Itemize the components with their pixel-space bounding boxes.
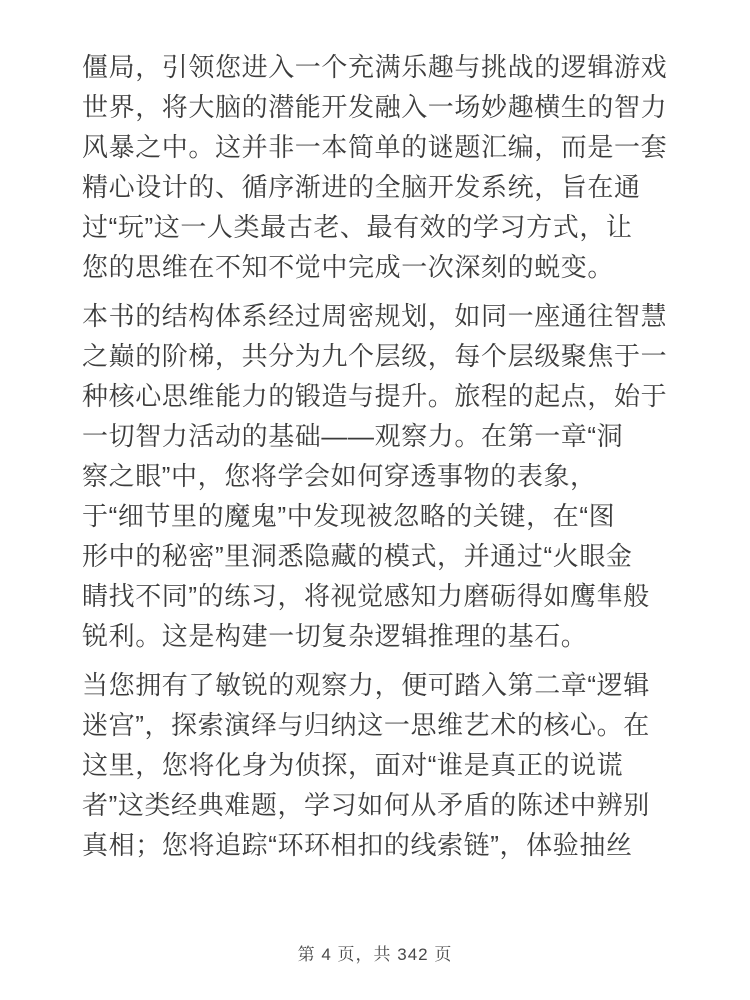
page-number-text: 第 4 页，共 342 页	[297, 945, 453, 964]
paragraph	[82, 296, 672, 656]
text-line: 这里，您将化身为侦探，面对“谁是真正的说谎	[82, 750, 624, 780]
page-content	[82, 47, 672, 874]
text-line: 之巅的阶梯，共分为九个层级，每个层级聚焦于一	[82, 341, 668, 371]
text-line: 睛找不同”的练习，将视觉感知力磨砺得如鹰隼般	[82, 581, 650, 611]
text-line: 本书的结构体系经过周密规划，如同一座通往智慧	[82, 301, 668, 331]
text-line: 种核心思维能力的锻造与提升。旅程的起点，始于	[82, 381, 668, 411]
text-line: 精心设计的、循序渐进的全脑开发系统，旨在通	[82, 172, 641, 202]
paragraph	[82, 47, 672, 287]
text-line: 察之眼”中，您将学会如何穿透事物的表象，	[82, 461, 597, 491]
text-line: 世界，将大脑的潜能开发融入一场妙趣横生的智力	[82, 92, 668, 122]
text-line: 当您拥有了敏锐的观察力，便可踏入第二章“逻辑	[82, 670, 650, 700]
paragraph	[82, 665, 672, 865]
text-line: 过“玩”这一人类最古老、最有效的学习方式，让	[82, 212, 633, 242]
text-line: 迷宫”，探索演绎与归纳这一思维艺术的核心。在	[82, 710, 650, 740]
text-line: 风暴之中。这并非一本简单的谜题汇编，而是一套	[82, 132, 668, 162]
page-number-indicator	[0, 944, 750, 966]
text-line: 僵局，引领您进入一个充满乐趣与挑战的逻辑游戏	[82, 52, 668, 82]
text-line: 锐利。这是构建一切复杂逻辑推理的基石。	[82, 621, 588, 651]
text-line: 一切智力活动的基础——观察力。在第一章“洞	[82, 421, 624, 451]
text-line: 于“细节里的魔鬼”中发现被忽略的关键，在“图	[82, 501, 616, 531]
text-line: 形中的秘密”里洞悉隐藏的模式，并通过“火眼金	[82, 541, 633, 571]
text-line: 者”这类经典难题，学习如何从矛盾的陈述中辨别	[82, 790, 650, 820]
text-line: 您的思维在不知不觉中完成一次深刻的蜕变。	[82, 252, 615, 282]
text-line: 真相；您将追踪“环环相扣的线索链”，体验抽丝	[82, 830, 633, 860]
